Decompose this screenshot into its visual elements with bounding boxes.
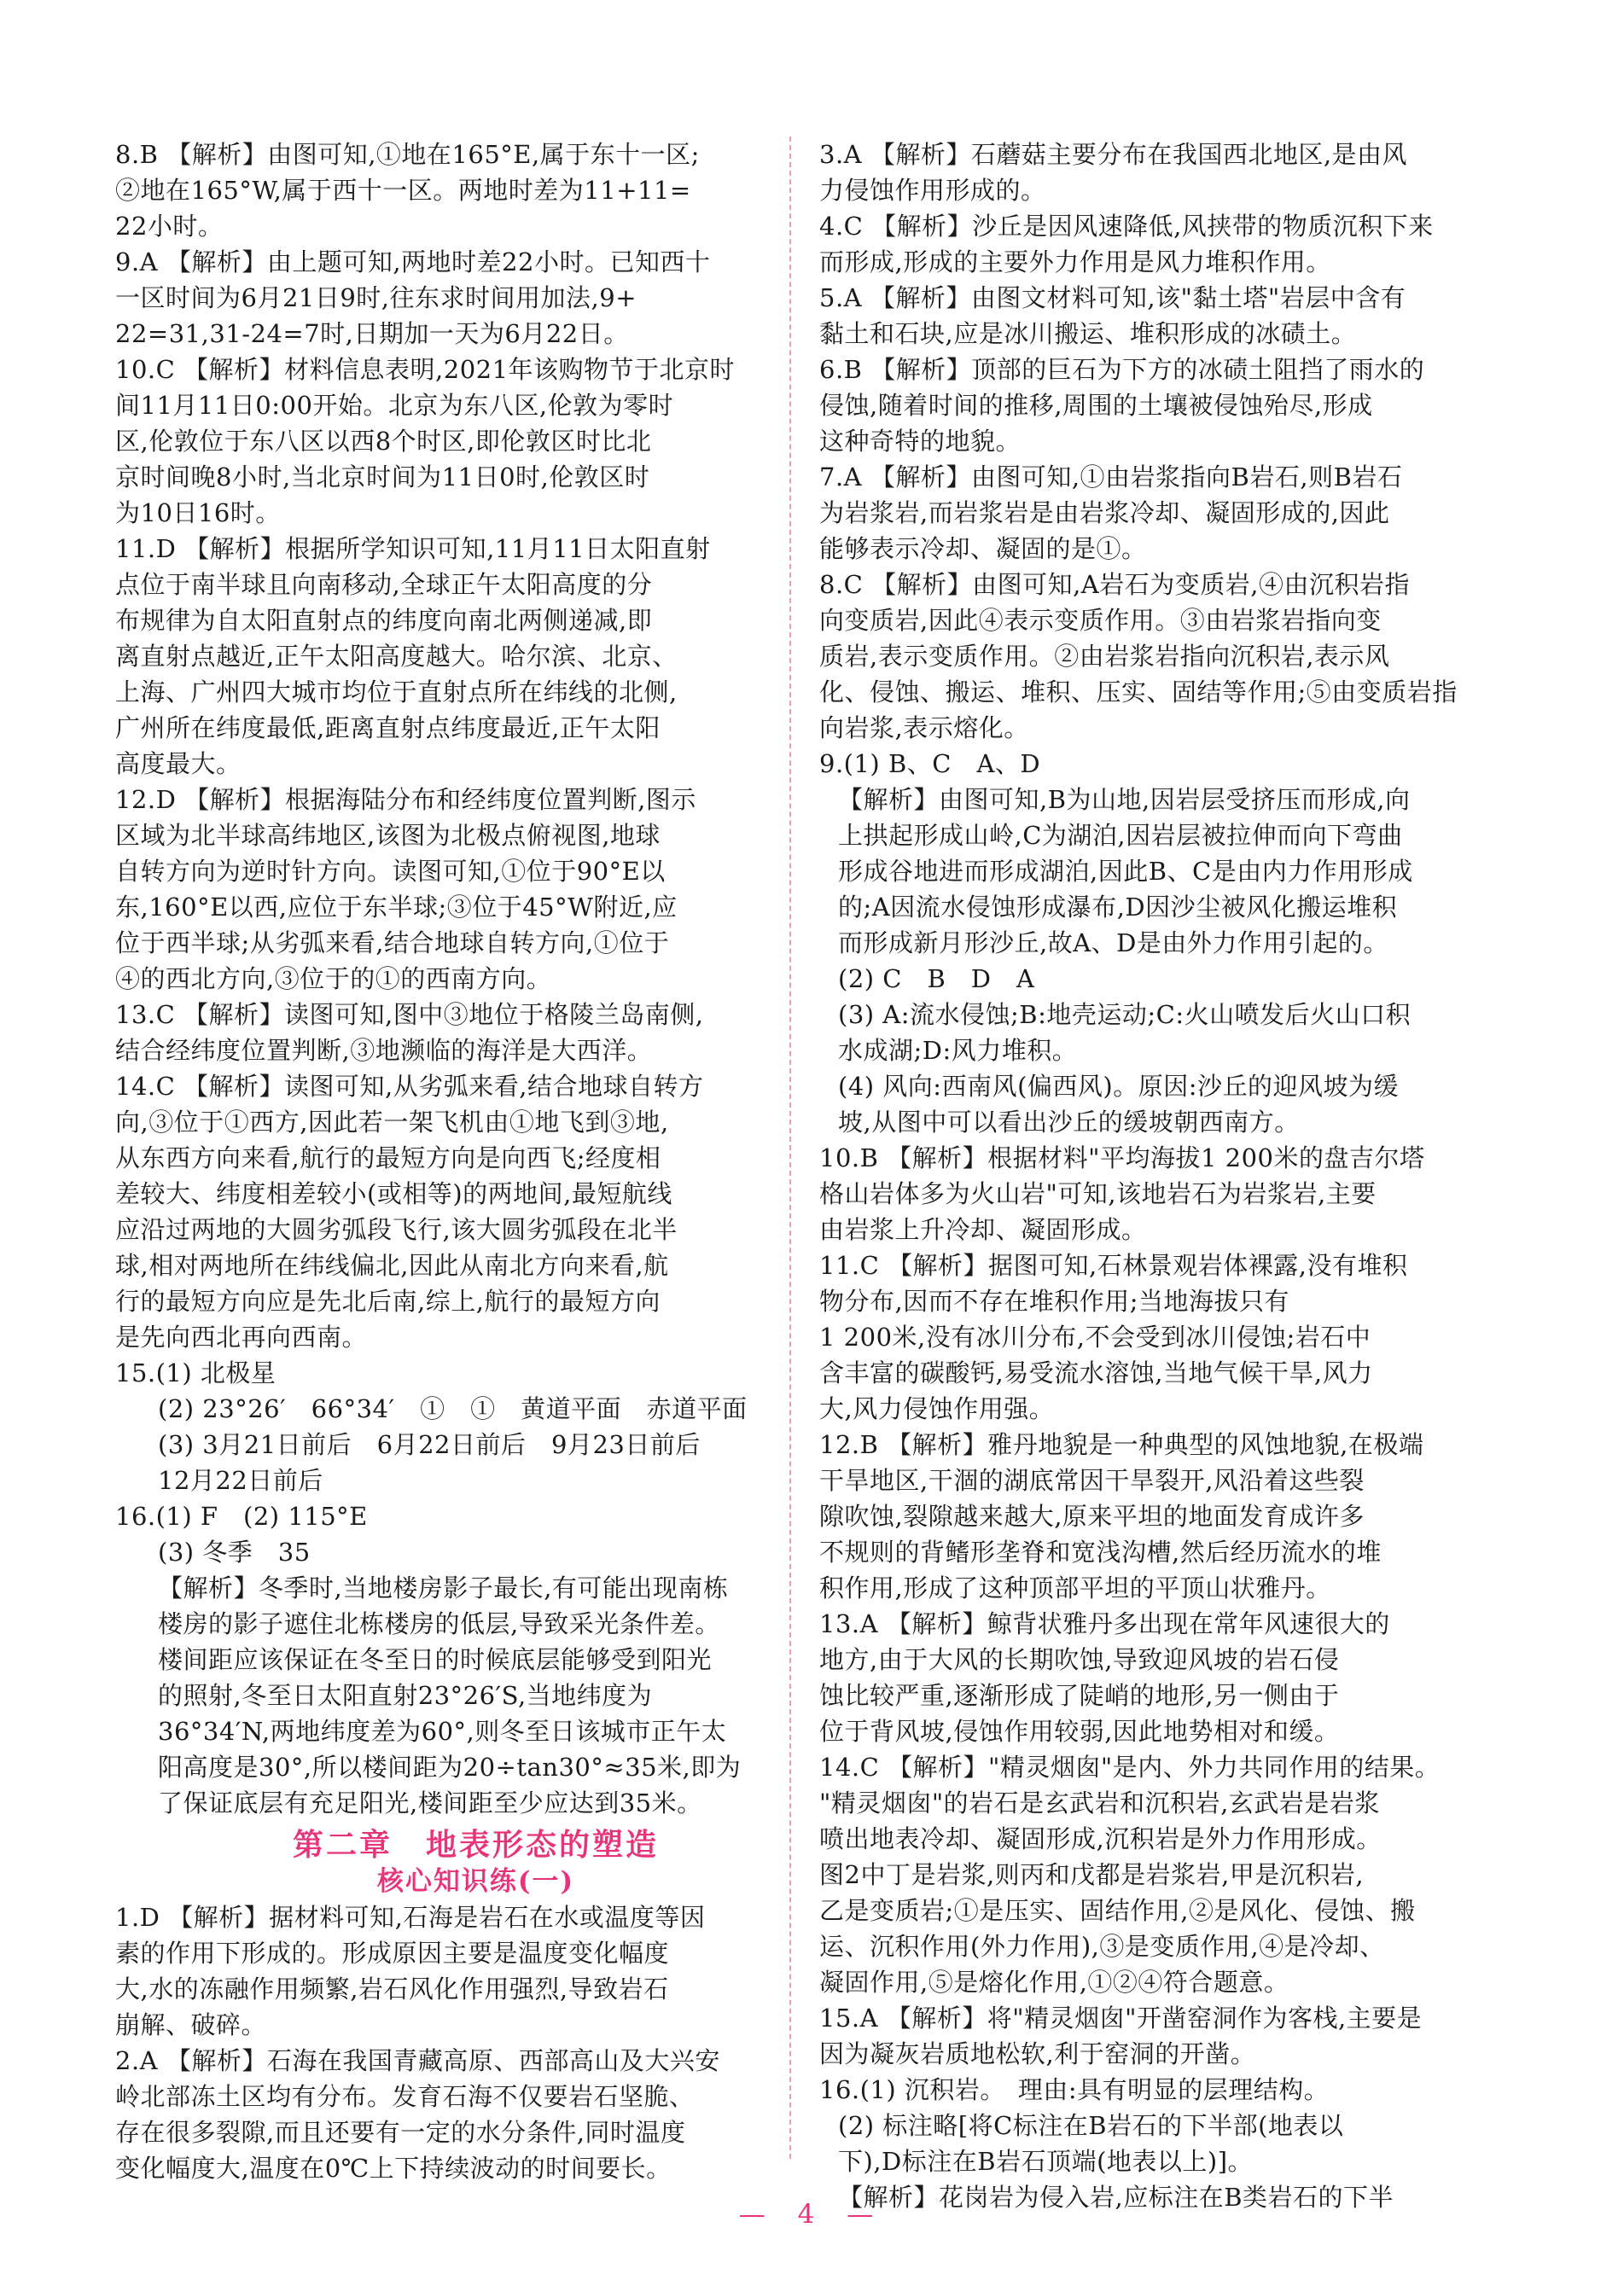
text-line: 下),D标注在B岩石顶端(地表以上)]。 xyxy=(838,2147,1254,2176)
text-line: 含丰富的碳酸钙,易受流水溶蚀,当地气候干旱,风力 xyxy=(819,1358,1373,1387)
text-line: 素的作用下形成的。形成原因主要是温度变化幅度 xyxy=(115,1939,670,1968)
text-line: 间11月11日0:00开始。北京为东八区,伦敦为零时 xyxy=(115,391,674,420)
text-line: 13.A 【解析】鲸背状雅丹多出现在常年风速很大的 xyxy=(819,1609,1390,1638)
right-answer-9-subitems xyxy=(819,782,1540,1140)
text-line: 位于西半球;从劣弧来看,结合地球自转方向,①位于 xyxy=(115,928,670,957)
text-line: 上拱起形成山岭,C为湖泊,因岩层被拉伸而向下弯曲 xyxy=(838,821,1403,850)
text-line: 14.C 【解析】"精灵烟囱"是内、外力共同作用的结果。 xyxy=(819,1753,1441,1782)
text-line: 岭北部冻土区均有分布。发育石海不仅要岩石坚脆、 xyxy=(115,2082,695,2111)
text-line: 水成湖;D:风力堆积。 xyxy=(838,1036,1078,1065)
text-line: 【解析】冬季时,当地楼房影子最长,有可能出现南栋 xyxy=(158,1573,729,1602)
text-line: 积作用,形成了这种顶部平坦的平顶山状雅丹。 xyxy=(819,1573,1331,1602)
text-line: 8.B 【解析】由图可知,①地在165°E,属于东十一区; xyxy=(115,140,700,169)
right-column xyxy=(819,137,1540,2215)
text-line: 楼间距应该保证在冬至日的时候底层能够受到阳光 xyxy=(158,1645,713,1674)
left-answer-15-subitems xyxy=(115,1391,836,1498)
text-line: 区域为北半球高纬地区,该图为北极点俯视图,地球 xyxy=(115,821,661,850)
text-line: 8.C 【解析】由图可知,A岩石为变质岩,④由沉积岩指 xyxy=(819,570,1410,599)
text-line: "精灵烟囱"的岩石是玄武岩和沉积岩,玄武岩是岩浆 xyxy=(819,1789,1380,1818)
text-line: 了保证底层有充足阳光,楼间距至少应达到35米。 xyxy=(158,1789,702,1818)
text-line: 乙是变质岩;①是压实、固结作用,②是风化、侵蚀、搬 xyxy=(819,1896,1416,1925)
text-line: 向岩浆,表示熔化。 xyxy=(819,713,1029,742)
text-line: (3) 3月21日前后 6月22日前后 9月23日前后 xyxy=(158,1430,701,1459)
text-line: 运、沉积作用(外力作用),③是变质作用,④是冷却、 xyxy=(819,1932,1385,1961)
text-line: 离直射点越近,正午太阳高度越大。哈尔滨、北京、 xyxy=(115,642,678,671)
text-line: 的照射,冬至日太阳直射23°26′S,当地纬度为 xyxy=(158,1681,653,1710)
text-line: (3) A:流水侵蚀;B:地壳运动;C:火山喷发后火山口积 xyxy=(838,1000,1412,1029)
text-line: 物分布,因而不存在堆积作用;当地海拔只有 xyxy=(819,1287,1289,1316)
text-line: 为岩浆岩,而岩浆岩是由岩浆冷却、凝固形成的,因此 xyxy=(819,498,1390,527)
section-title: 核心知识练(一) xyxy=(376,1866,575,1897)
text-line: 向变质岩,因此④表示变质作用。③由岩浆岩指向变 xyxy=(819,606,1382,635)
left-column xyxy=(115,137,836,2186)
text-line: 应沿过两地的大圆劣弧段飞行,该大圆劣弧段在北半 xyxy=(115,1215,678,1244)
text-line: 2.A 【解析】石海在我国青藏高原、西部高山及大兴安 xyxy=(115,2046,720,2075)
text-line: 22小时。 xyxy=(115,212,224,241)
text-line: 高度最大。 xyxy=(115,749,242,778)
text-line: 9.A 【解析】由上题可知,两地时差22小时。已知西十 xyxy=(115,247,711,276)
text-line: 结合经纬度位置判断,③地濒临的海洋是大西洋。 xyxy=(115,1036,653,1065)
text-line: 13.C 【解析】读图可知,图中③地位于格陵兰岛南侧, xyxy=(115,1000,704,1029)
text-line: 5.A 【解析】由图文材料可知,该"黏土塔"岩层中含有 xyxy=(819,283,1406,312)
text-line: 由岩浆上升冷却、凝固形成。 xyxy=(819,1215,1147,1244)
text-line: 自转方向为逆时针方向。读图可知,①位于90°E以 xyxy=(115,857,666,886)
text-line: 10.B 【解析】根据材料"平均海拔1 200米的盘吉尔塔 xyxy=(819,1143,1425,1172)
text-line: 从东西方向来看,航行的最短方向是向西飞;经度相 xyxy=(115,1143,661,1172)
text-line: 阳高度是30°,所以楼间距为20÷tan30°≈35米,即为 xyxy=(158,1753,742,1782)
text-line: 的;A因流水侵蚀形成瀑布,D因沙尘被风化搬运堆积 xyxy=(838,893,1398,922)
text-line: 向,③位于①西方,因此若一架飞机由①地飞到③地, xyxy=(115,1108,669,1137)
text-line: 图2中丁是岩浆,则丙和戊都是岩浆岩,甲是沉积岩, xyxy=(819,1860,1365,1889)
text-line: 4.C 【解析】沙丘是因风速降低,风挟带的物质沉积下来 xyxy=(819,212,1434,241)
text-line: ②地在165°W,属于西十一区。两地时差为11+11= xyxy=(115,176,691,205)
text-line: 12月22日前后 xyxy=(158,1466,323,1495)
text-line: 7.A 【解析】由图可知,①由岩浆指向B岩石,则B岩石 xyxy=(819,462,1403,491)
chapter-title: 第二章 地表形态的塑造 xyxy=(292,1827,659,1863)
text-line: 6.B 【解析】顶部的巨石为下方的冰碛土阻挡了雨水的 xyxy=(819,355,1425,384)
column-divider xyxy=(789,137,791,2159)
text-line: 为10日16时。 xyxy=(115,498,281,527)
text-line: 而形成,形成的主要外力作用是风力堆积作用。 xyxy=(819,247,1331,276)
text-line: ④的西北方向,③位于的①的西南方向。 xyxy=(115,964,552,993)
right-answers-part-1 xyxy=(819,137,1540,782)
text-line: 布规律为自太阳直射点的纬度向南北两侧递减,即 xyxy=(115,606,653,635)
text-line: 14.C 【解析】读图可知,从劣弧来看,结合地球自转方 xyxy=(115,1072,704,1101)
text-line: 是先向西北再向西南。 xyxy=(115,1323,368,1352)
text-line: 隙吹蚀,裂隙越来越大,原来平坦的地面发育成许多 xyxy=(819,1502,1365,1531)
text-line: 因为凝灰岩质地松软,利于窑洞的开凿。 xyxy=(819,2039,1256,2068)
text-line: 22=31,31-24=7时,日期加一天为6月22日。 xyxy=(115,319,629,348)
text-line: 这种奇特的地貌。 xyxy=(819,427,1022,456)
text-line: 12.D 【解析】根据海陆分布和经纬度位置判断,图示 xyxy=(115,785,696,814)
text-line: 蚀比较严重,逐渐形成了陡峭的地形,另一侧由于 xyxy=(819,1681,1340,1710)
text-line: 点位于南半球且向南移动,全球正午太阳高度的分 xyxy=(115,570,653,599)
text-line: 11.C 【解析】据图可知,石林景观岩体裸露,没有堆积 xyxy=(819,1251,1408,1280)
text-line: 36°34′N,两地纬度差为60°,则冬至日该城市正午太 xyxy=(158,1717,727,1746)
page-number: — 4 — xyxy=(738,2199,886,2230)
text-line: 差较大、纬度相差较小(或相等)的两地间,最短航线 xyxy=(115,1179,672,1208)
text-line: (2) 23°26′ 66°34′ ① ① 黄道平面 赤道平面 xyxy=(158,1394,748,1423)
text-line: 力侵蚀作用形成的。 xyxy=(819,176,1046,205)
text-line: 黏土和石块,应是冰川搬运、堆积形成的冰碛土。 xyxy=(819,319,1357,348)
text-line: 存在很多裂隙,而且还要有一定的水分条件,同时温度 xyxy=(115,2118,686,2147)
text-line: 广州所在纬度最低,距离直射点纬度最近,正午太阳 xyxy=(115,713,661,742)
left-answers-chapter-2 xyxy=(115,1899,836,2186)
text-line: 15.(1) 北极星 xyxy=(115,1358,276,1387)
left-answers-part-1 xyxy=(115,137,836,1391)
text-line: 一区时间为6月21日9时,往东求时间用加法,9+ xyxy=(115,283,637,312)
left-answer-16 xyxy=(115,1498,836,1534)
text-line: 形成谷地进而形成湖泊,因此B、C是由内力作用形成 xyxy=(838,857,1413,886)
text-line: 质岩,表示变质作用。②由岩浆岩指向沉积岩,表示风 xyxy=(819,642,1390,671)
text-line: 喷出地表冷却、凝固形成,沉积岩是外力作用形成。 xyxy=(819,1824,1382,1853)
text-line: 大,水的冻融作用频繁,岩石风化作用强烈,导致岩石 xyxy=(115,1975,669,2004)
text-line: 12.B 【解析】雅丹地貌是一种典型的风蚀地貌,在极端 xyxy=(819,1430,1424,1459)
text-line: 侵蚀,随着时间的推移,周围的土壤被侵蚀殆尽,形成 xyxy=(819,391,1373,420)
text-line: 3.A 【解析】石蘑菇主要分布在我国西北地区,是由风 xyxy=(819,140,1408,169)
text-line: 区,伦敦位于东八区以西8个时区,即伦敦区时比北 xyxy=(115,427,652,456)
text-line: 变化幅度大,温度在0℃上下持续波动的时间要长。 xyxy=(115,2154,672,2183)
text-line: 楼房的影子遮住北栋楼房的低层,导致采光条件差。 xyxy=(158,1609,720,1638)
text-line: 位于背风坡,侵蚀作用较弱,因此地势相对和缓。 xyxy=(819,1717,1340,1746)
text-line: 11.D 【解析】根据所学知识可知,11月11日太阳直射 xyxy=(115,534,711,563)
right-answers-part-2 xyxy=(819,1140,1540,2108)
text-line: 地方,由于大风的长期吹蚀,导致迎风坡的岩石侵 xyxy=(819,1645,1340,1674)
text-line: 16.(1) F (2) 115°E xyxy=(115,1502,368,1531)
text-line: 9.(1) B、C A、D xyxy=(819,749,1041,778)
text-line: 球,相对两地所在纬线偏北,因此从南北方向来看,航 xyxy=(115,1251,669,1280)
text-line: 15.A 【解析】将"精灵烟囱"开凿窑洞作为客栈,主要是 xyxy=(819,2004,1423,2033)
text-line: 能够表示冷却、凝固的是①。 xyxy=(819,534,1147,563)
text-line: 京时间晚8小时,当北京时间为11日0时,伦敦区时 xyxy=(115,462,650,491)
text-line: 坡,从图中可以看出沙丘的缓坡朝西南方。 xyxy=(838,1108,1300,1137)
text-line: 行的最短方向应是先北后南,综上,航行的最短方向 xyxy=(115,1287,661,1316)
text-line: 凝固作用,⑤是熔化作用,①②④符合题意。 xyxy=(819,1968,1289,1997)
text-line: 1.D 【解析】据材料可知,石海是岩石在水或温度等因 xyxy=(115,1903,706,1932)
text-line: 【解析】花岗岩为侵入岩,应标注在B类岩石的下半 xyxy=(838,2183,1394,2212)
text-line: (2) 标注略[将C标注在B岩石的下半部(地表以 xyxy=(838,2111,1344,2140)
text-line: 16.(1) 沉积岩。 理由:具有明显的层理结构。 xyxy=(819,2075,1330,2104)
text-line: (3) 冬季 35 xyxy=(158,1538,311,1567)
text-line: 上海、广州四大城市均位于直射点所在纬线的北侧, xyxy=(115,678,678,707)
text-line: 大,风力侵蚀作用强。 xyxy=(819,1394,1055,1423)
text-line: 1 200米,没有冰川分布,不会受到冰川侵蚀;岩石中 xyxy=(819,1323,1371,1352)
text-line: 化、侵蚀、搬运、堆积、压实、固结等作用;⑤由变质岩指 xyxy=(819,678,1458,707)
text-line: 崩解、破碎。 xyxy=(115,2010,267,2039)
text-line: 【解析】由图可知,B为山地,因岩层受挤压而形成,向 xyxy=(838,785,1411,814)
text-line: (4) 风向:西南风(偏西风)。原因:沙丘的迎风坡为缓 xyxy=(838,1072,1399,1101)
text-line: 格山岩体多为火山岩"可知,该地岩石为岩浆岩,主要 xyxy=(819,1179,1377,1208)
text-line: 东,160°E以西,应位于东半球;③位于45°W附近,应 xyxy=(115,893,678,922)
text-line: 而形成新月形沙丘,故A、D是由外力作用引起的。 xyxy=(838,928,1388,957)
text-line: 10.C 【解析】材料信息表明,2021年该购物节于北京时 xyxy=(115,355,736,384)
left-answer-16-subitems xyxy=(115,1534,836,1821)
text-line: (2) C B D A xyxy=(838,964,1035,993)
text-line: 干旱地区,干涸的湖底常因干旱裂开,风沿着这些裂 xyxy=(819,1466,1365,1495)
text-line: 不规则的背鳍形垄脊和宽浅沟槽,然后经历流水的堆 xyxy=(819,1538,1382,1567)
